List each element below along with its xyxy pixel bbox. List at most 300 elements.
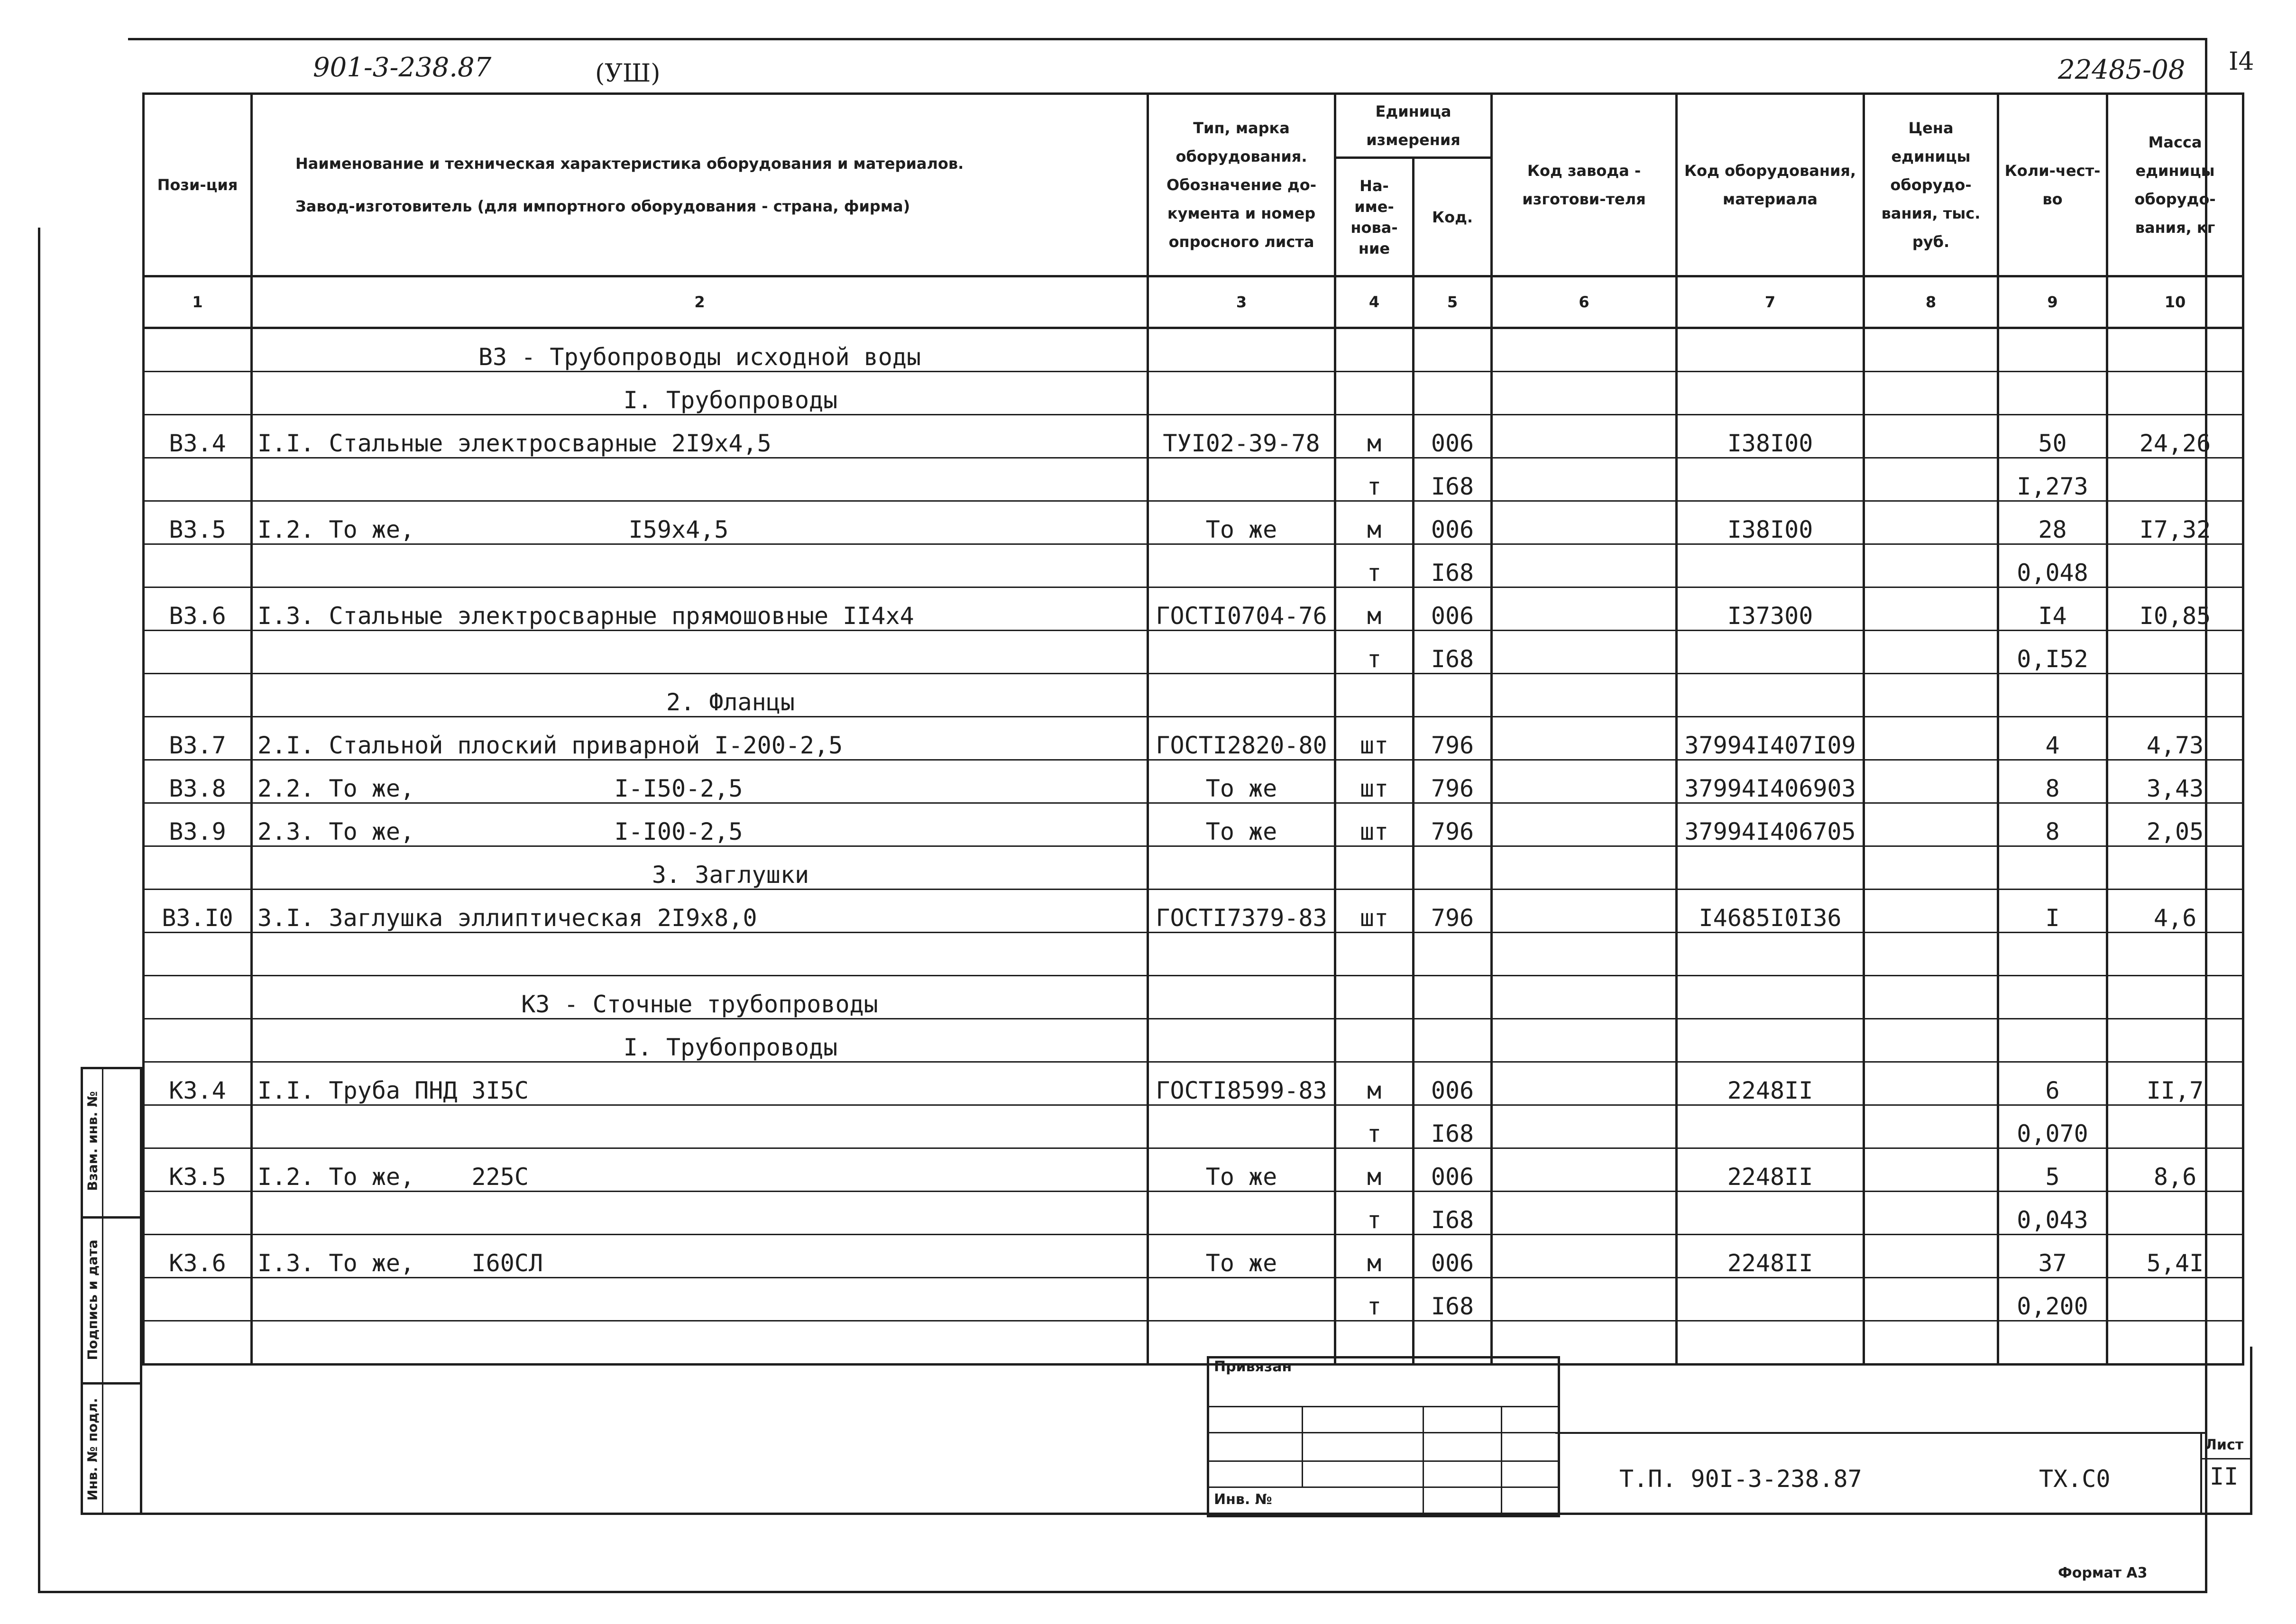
table-header-row: [144, 94, 2243, 158]
title-block-right: [2250, 1347, 2252, 1515]
header-quantity: Коли-чест-во: [1998, 94, 2107, 276]
inv-no-label: Инв. №: [1214, 1491, 1272, 1508]
cell-type-doc: [1148, 846, 1335, 890]
column-number-5: 5: [1414, 276, 1492, 328]
cell-mass: 5,4I: [2107, 1235, 2243, 1278]
header-unit-group: Единица измерения: [1335, 94, 1492, 158]
cell-position: [144, 1321, 252, 1365]
cell-name: I.3. Стальные электросварные прямошовные II4х4: [252, 587, 1148, 631]
cell-position: В3.6: [144, 587, 252, 631]
cell-price: [1864, 1278, 1998, 1321]
cell-mass: I0,85: [2107, 587, 2243, 631]
cell-factory-code: [1492, 1278, 1677, 1321]
cell-unit-code: [1414, 328, 1492, 372]
cell-type-doc: То же: [1148, 760, 1335, 803]
cell-mass: [2107, 976, 2243, 1019]
title-block-bottom: [142, 1513, 2252, 1515]
cell-name: В3 - Трубопроводы исходной воды: [252, 328, 1148, 372]
cell-price: [1864, 372, 1998, 415]
cell-unit-code: I68: [1414, 1105, 1492, 1148]
cell-mass: [2107, 933, 2243, 976]
cell-quantity: 0,043: [1998, 1192, 2107, 1235]
cell-unit-name: м: [1335, 1062, 1414, 1105]
table-row: [144, 717, 2243, 760]
cell-price: [1864, 933, 1998, 976]
cell-price: [1864, 1321, 1998, 1365]
cell-factory-code: [1492, 1192, 1677, 1235]
project-code-handwritten: 901-3-238.87: [313, 52, 492, 83]
cell-unit-code: 006: [1414, 587, 1492, 631]
table-body: [144, 328, 2243, 1365]
cell-type-doc: [1148, 544, 1335, 587]
sheet-box-mid: [2200, 1458, 2252, 1459]
cell-quantity: [1998, 976, 2107, 1019]
table-row: [144, 760, 2243, 803]
cell-name: 2.I. Стальной плоский приварной I-200-2,5: [252, 717, 1148, 760]
cell-material-code: [1677, 372, 1864, 415]
cell-unit-code: 006: [1414, 1148, 1492, 1192]
cell-position: В3.7: [144, 717, 252, 760]
cell-mass: [2107, 1019, 2243, 1062]
cell-type-doc: [1148, 328, 1335, 372]
cell-factory-code: [1492, 890, 1677, 933]
table-row: [144, 1062, 2243, 1105]
cell-type-doc: ТУI02-39-78: [1148, 415, 1335, 458]
header-position: Пози-ция: [144, 94, 252, 276]
header-unit-name: На-име-нова-ние: [1335, 158, 1414, 276]
table-row: [144, 458, 2243, 501]
cell-factory-code: [1492, 328, 1677, 372]
cell-unit-code: [1414, 674, 1492, 717]
cell-factory-code: [1492, 1235, 1677, 1278]
cell-quantity: 28: [1998, 501, 2107, 544]
cell-factory-code: [1492, 674, 1677, 717]
header-price: Цена единицы оборудо-вания, тыс. руб.: [1864, 94, 1998, 276]
cell-material-code: [1677, 544, 1864, 587]
cell-type-doc: [1148, 1019, 1335, 1062]
cell-factory-code: [1492, 415, 1677, 458]
cell-mass: II,7: [2107, 1062, 2243, 1105]
table-row: [144, 415, 2243, 458]
cell-factory-code: [1492, 717, 1677, 760]
cell-price: [1864, 1192, 1998, 1235]
cell-name: [252, 1105, 1148, 1148]
cell-type-doc: [1148, 1105, 1335, 1148]
cell-type-doc: То же: [1148, 803, 1335, 846]
cell-mass: 4,73: [2107, 717, 2243, 760]
cell-type-doc: [1148, 933, 1335, 976]
cell-position: [144, 372, 252, 415]
cell-material-code: [1677, 1192, 1864, 1235]
cell-material-code: [1677, 976, 1864, 1019]
cell-mass: [2107, 1192, 2243, 1235]
column-number-1: 1: [144, 276, 252, 328]
attached-grid-h3: [1207, 1460, 1558, 1462]
cell-unit-code: 006: [1414, 1062, 1492, 1105]
cell-unit-name: м: [1335, 1148, 1414, 1192]
cell-position: К3.5: [144, 1148, 252, 1192]
cell-position: [144, 1278, 252, 1321]
sheet-box-left: [2200, 1432, 2202, 1513]
cell-mass: 8,6: [2107, 1148, 2243, 1192]
cell-quantity: 0,048: [1998, 544, 2107, 587]
cell-factory-code: [1492, 803, 1677, 846]
cell-name: 3. Заглушки: [252, 846, 1148, 890]
cell-mass: I7,32: [2107, 501, 2243, 544]
attached-label: Привязан: [1214, 1358, 1292, 1375]
cell-position: [144, 976, 252, 1019]
frame-left-line: [38, 228, 40, 1593]
cell-position: В3.4: [144, 415, 252, 458]
orig-inv-label: Инв. № подл.: [84, 1398, 101, 1501]
cell-position: В3.5: [144, 501, 252, 544]
cell-material-code: [1677, 1321, 1864, 1365]
cell-unit-code: I68: [1414, 458, 1492, 501]
cell-position: [144, 933, 252, 976]
frame-bottom-line: [38, 1591, 2207, 1593]
table-row: [144, 976, 2243, 1019]
column-number-6: 6: [1492, 276, 1677, 328]
column-number-3: 3: [1148, 276, 1335, 328]
cell-unit-name: м: [1335, 501, 1414, 544]
cell-material-code: [1677, 1278, 1864, 1321]
cell-quantity: [1998, 933, 2107, 976]
attached-grid-v3: [1501, 1406, 1502, 1513]
cell-unit-name: [1335, 328, 1414, 372]
cell-material-code: I38I00: [1677, 415, 1864, 458]
sheet-label: Лист: [2205, 1437, 2244, 1453]
table-row: [144, 803, 2243, 846]
cell-mass: [2107, 1105, 2243, 1148]
cell-position: [144, 544, 252, 587]
table-row: [144, 587, 2243, 631]
cell-unit-name: шт: [1335, 803, 1414, 846]
cell-name: I. Трубопроводы: [252, 1019, 1148, 1062]
specification-table: [142, 92, 2244, 1366]
cell-factory-code: [1492, 1019, 1677, 1062]
cell-position: [144, 1019, 252, 1062]
cell-quantity: I,273: [1998, 458, 2107, 501]
column-number-7: 7: [1677, 276, 1864, 328]
table-row: [144, 1105, 2243, 1148]
cell-quantity: I: [1998, 890, 2107, 933]
cell-type-doc: [1148, 631, 1335, 674]
cell-mass: 4,6: [2107, 890, 2243, 933]
cell-type-doc: ГОСТI8599-83: [1148, 1062, 1335, 1105]
cell-mass: 24,26: [2107, 415, 2243, 458]
cell-position: В3.8: [144, 760, 252, 803]
cell-mass: [2107, 1278, 2243, 1321]
cell-unit-code: I68: [1414, 1192, 1492, 1235]
cell-unit-name: м: [1335, 415, 1414, 458]
cell-name: 2. Фланцы: [252, 674, 1148, 717]
cell-price: [1864, 1148, 1998, 1192]
cell-name: [252, 544, 1148, 587]
cell-unit-code: I68: [1414, 544, 1492, 587]
attached-grid-v2: [1423, 1406, 1424, 1513]
cell-price: [1864, 1019, 1998, 1062]
cell-unit-name: т: [1335, 1105, 1414, 1148]
attached-grid-h2: [1207, 1432, 1558, 1433]
cell-type-doc: ГОСТI0704-76: [1148, 587, 1335, 631]
cell-mass: [2107, 458, 2243, 501]
cell-type-doc: [1148, 674, 1335, 717]
header-factory-code: Код завода - изготови-теля: [1492, 94, 1677, 276]
cell-mass: [2107, 328, 2243, 372]
cell-unit-name: [1335, 933, 1414, 976]
cell-name: I.3. То же, I60СЛ: [252, 1235, 1148, 1278]
table-row: [144, 501, 2243, 544]
cell-name: 3.I. Заглушка эллиптическая 2I9х8,0: [252, 890, 1148, 933]
cell-price: [1864, 717, 1998, 760]
cell-price: [1864, 631, 1998, 674]
cell-position: В3.9: [144, 803, 252, 846]
cell-factory-code: [1492, 1105, 1677, 1148]
cell-quantity: 8: [1998, 760, 2107, 803]
cell-name: [252, 458, 1148, 501]
column-number-2: 2: [252, 276, 1148, 328]
table-row: [144, 933, 2243, 976]
cell-position: [144, 1192, 252, 1235]
header-type: Тип, марка оборудования. Обозначение до-кумента и номер опросного листа: [1148, 94, 1335, 276]
cell-material-code: 2248II: [1677, 1235, 1864, 1278]
cell-price: [1864, 501, 1998, 544]
cell-factory-code: [1492, 1148, 1677, 1192]
attached-grid-h4: [1207, 1486, 1558, 1488]
cell-mass: [2107, 544, 2243, 587]
cell-price: [1864, 1235, 1998, 1278]
column-number-10: 10: [2107, 276, 2243, 328]
cell-material-code: I38I00: [1677, 501, 1864, 544]
header-mass: Масса единицы оборудо-вания, кг: [2107, 94, 2243, 276]
cell-factory-code: [1492, 760, 1677, 803]
cell-price: [1864, 803, 1998, 846]
cell-name: I.2. То же, 225С: [252, 1148, 1148, 1192]
cell-factory-code: [1492, 933, 1677, 976]
cell-type-doc: [1148, 1192, 1335, 1235]
cell-quantity: 8: [1998, 803, 2107, 846]
column-number-8: 8: [1864, 276, 1998, 328]
table-row: [144, 631, 2243, 674]
cell-name: [252, 631, 1148, 674]
cell-quantity: 6: [1998, 1062, 2107, 1105]
cell-name: [252, 1321, 1148, 1365]
cell-mass: [2107, 674, 2243, 717]
cell-position: [144, 458, 252, 501]
cell-quantity: 5: [1998, 1148, 2107, 1192]
cell-mass: 2,05: [2107, 803, 2243, 846]
attached-grid-v1: [1302, 1406, 1303, 1486]
cell-position: [144, 328, 252, 372]
cell-unit-code: I68: [1414, 631, 1492, 674]
cell-price: [1864, 328, 1998, 372]
cell-name: К3 - Сточные трубопроводы: [252, 976, 1148, 1019]
table-row: [144, 1192, 2243, 1235]
table-row: [144, 674, 2243, 717]
table-row: [144, 328, 2243, 372]
cell-unit-name: т: [1335, 631, 1414, 674]
cell-unit-name: [1335, 674, 1414, 717]
cell-material-code: [1677, 1105, 1864, 1148]
cell-unit-code: [1414, 1019, 1492, 1062]
cell-price: [1864, 587, 1998, 631]
cell-material-code: [1677, 1019, 1864, 1062]
sheet-number: II: [2210, 1463, 2239, 1490]
cell-factory-code: [1492, 846, 1677, 890]
column-numbers-row: [144, 276, 2243, 328]
cell-unit-code: 796: [1414, 803, 1492, 846]
cell-quantity: [1998, 846, 2107, 890]
table-row: [144, 890, 2243, 933]
cell-quantity: 50: [1998, 415, 2107, 458]
cell-unit-code: [1414, 372, 1492, 415]
table-row: [144, 1019, 2243, 1062]
cell-unit-code: [1414, 933, 1492, 976]
cell-material-code: [1677, 933, 1864, 976]
cell-unit-name: шт: [1335, 890, 1414, 933]
cell-price: [1864, 415, 1998, 458]
cell-position: [144, 846, 252, 890]
cell-price: [1864, 674, 1998, 717]
cell-mass: [2107, 372, 2243, 415]
table-row: [144, 1321, 2243, 1365]
cell-type-doc: [1148, 976, 1335, 1019]
cell-material-code: [1677, 458, 1864, 501]
cell-material-code: [1677, 328, 1864, 372]
cell-mass: [2107, 631, 2243, 674]
sign-date-label: Подпись и дата: [84, 1239, 101, 1360]
cell-factory-code: [1492, 458, 1677, 501]
cell-price: [1864, 544, 1998, 587]
cell-unit-code: [1414, 976, 1492, 1019]
cell-price: [1864, 976, 1998, 1019]
cell-position: К3.6: [144, 1235, 252, 1278]
cell-material-code: I4685I0I36: [1677, 890, 1864, 933]
attached-grid-h1: [1207, 1406, 1558, 1407]
cell-price: [1864, 458, 1998, 501]
left-stamp-divider: [102, 1067, 103, 1515]
title-block-top: [1555, 1432, 2205, 1434]
cell-mass: 3,43: [2107, 760, 2243, 803]
cell-unit-name: т: [1335, 458, 1414, 501]
cell-type-doc: [1148, 372, 1335, 415]
table-row: [144, 1278, 2243, 1321]
cell-quantity: [1998, 1321, 2107, 1365]
document-mark: ТХ.С0: [2039, 1465, 2111, 1493]
table-row: [144, 1148, 2243, 1192]
cell-unit-code: [1414, 846, 1492, 890]
column-number-9: 9: [1998, 276, 2107, 328]
cell-type-doc: [1148, 1278, 1335, 1321]
cell-unit-name: [1335, 372, 1414, 415]
cell-name: 2.2. То же, I-I50-2,5: [252, 760, 1148, 803]
cell-unit-code: 006: [1414, 501, 1492, 544]
cell-unit-code: 796: [1414, 890, 1492, 933]
cell-factory-code: [1492, 501, 1677, 544]
cell-unit-code: 006: [1414, 415, 1492, 458]
header-name-line2: Завод-изготовитель (для импортного оборудования - страна, фирма): [295, 197, 910, 215]
cell-name: [252, 1278, 1148, 1321]
cell-material-code: [1677, 674, 1864, 717]
cell-quantity: I4: [1998, 587, 2107, 631]
cell-unit-name: т: [1335, 1278, 1414, 1321]
inventory-handwritten: 22485-08: [2058, 55, 2186, 85]
cell-name: I.I. Стальные электросварные 2I9х4,5: [252, 415, 1148, 458]
cell-quantity: [1998, 674, 2107, 717]
cell-quantity: 4: [1998, 717, 2107, 760]
cell-position: [144, 1105, 252, 1148]
replace-inv-label: Взам. инв. №: [84, 1091, 101, 1191]
cell-name: 2.3. То же, I-I00-2,5: [252, 803, 1148, 846]
cell-material-code: [1677, 631, 1864, 674]
cell-position: [144, 674, 252, 717]
cell-name: [252, 1192, 1148, 1235]
cell-price: [1864, 1105, 1998, 1148]
cell-quantity: 0,200: [1998, 1278, 2107, 1321]
table-row: [144, 544, 2243, 587]
cell-quantity: [1998, 1019, 2107, 1062]
cell-position: [144, 631, 252, 674]
cell-material-code: 2248II: [1677, 1148, 1864, 1192]
cell-factory-code: [1492, 372, 1677, 415]
cell-unit-name: шт: [1335, 760, 1414, 803]
cell-material-code: I37300: [1677, 587, 1864, 631]
header-name: [252, 94, 1148, 276]
document-number: Т.П. 90I-3-238.87: [1619, 1465, 1862, 1493]
page-number: I4: [2229, 47, 2254, 76]
cell-position: К3.4: [144, 1062, 252, 1105]
column-number-4: 4: [1335, 276, 1414, 328]
cell-type-doc: ГОСТI7379-83: [1148, 890, 1335, 933]
cell-material-code: 37994I406705: [1677, 803, 1864, 846]
cell-unit-name: [1335, 1019, 1414, 1062]
cell-name: I. Трубопроводы: [252, 372, 1148, 415]
cell-material-code: [1677, 846, 1864, 890]
table-row: [144, 1235, 2243, 1278]
cell-price: [1864, 1062, 1998, 1105]
cell-unit-code: 796: [1414, 760, 1492, 803]
cell-mass: [2107, 846, 2243, 890]
cell-price: [1864, 846, 1998, 890]
cell-factory-code: [1492, 587, 1677, 631]
cell-unit-name: т: [1335, 544, 1414, 587]
frame-top-line: [128, 38, 2205, 40]
cell-type-doc: То же: [1148, 1235, 1335, 1278]
cell-unit-name: [1335, 846, 1414, 890]
cell-unit-code: 796: [1414, 717, 1492, 760]
cell-quantity: 37: [1998, 1235, 2107, 1278]
cell-factory-code: [1492, 544, 1677, 587]
format-label: Формат А3: [2058, 1565, 2148, 1581]
cell-unit-code: 006: [1414, 1235, 1492, 1278]
cell-unit-name: т: [1335, 1192, 1414, 1235]
cell-unit-name: м: [1335, 587, 1414, 631]
cell-unit-name: [1335, 976, 1414, 1019]
cell-material-code: 37994I406903: [1677, 760, 1864, 803]
cell-unit-name: м: [1335, 1235, 1414, 1278]
cell-position: В3.I0: [144, 890, 252, 933]
cell-factory-code: [1492, 631, 1677, 674]
cell-name: [252, 933, 1148, 976]
cell-price: [1864, 890, 1998, 933]
volume-label: (УШ): [595, 59, 661, 88]
cell-name: I.2. То же, I59х4,5: [252, 501, 1148, 544]
cell-name: I.I. Труба ПНД 3I5С: [252, 1062, 1148, 1105]
table-row: [144, 372, 2243, 415]
cell-factory-code: [1492, 1062, 1677, 1105]
header-material-code: Код оборудования, материала: [1677, 94, 1864, 276]
cell-mass: [2107, 1321, 2243, 1365]
